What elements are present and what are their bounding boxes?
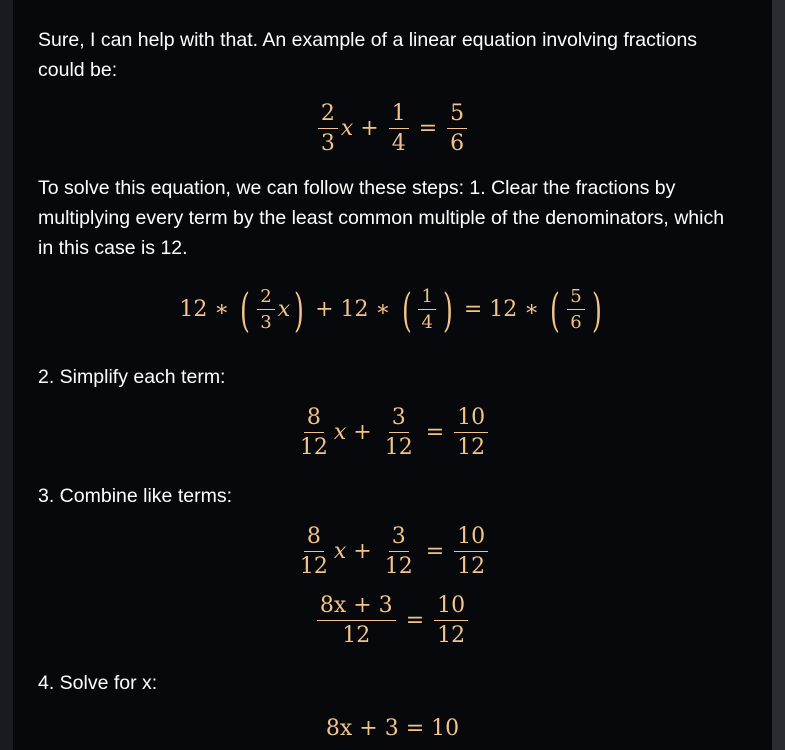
equation-clear-fractions: [13, 277, 772, 343]
fraction-numerator: 2: [257, 288, 274, 310]
fraction: [297, 407, 331, 459]
fraction-numerator: 3: [389, 407, 409, 433]
fraction: [382, 526, 416, 578]
fraction: [318, 103, 338, 155]
variable: x: [340, 116, 354, 141]
operator: +: [353, 420, 372, 445]
equation-solve: [13, 712, 772, 746]
left-paren: (: [550, 283, 561, 337]
operator: +: [353, 539, 372, 564]
fraction-numerator: 10: [454, 407, 488, 433]
variable: x: [333, 539, 347, 564]
equation-simplified: [13, 402, 772, 464]
left-gutter: [0, 0, 13, 750]
right-paren: ): [294, 283, 305, 337]
fraction-denominator: 4: [421, 312, 433, 333]
coefficient: 12: [489, 297, 518, 322]
operator: =: [418, 116, 438, 141]
fraction-numerator: 8x + 3: [317, 595, 396, 621]
fraction: [297, 526, 331, 578]
fraction-denominator: 4: [391, 131, 406, 156]
fraction-denominator: 12: [457, 554, 486, 579]
step3-paragraph: 3. Combine like terms:: [38, 485, 232, 507]
fraction: [447, 103, 467, 155]
operator: ∗: [214, 297, 230, 322]
fraction-numerator: 1: [418, 288, 435, 310]
fraction-numerator: 1: [389, 103, 409, 129]
operator: ∗: [375, 297, 391, 322]
operator: =: [405, 608, 425, 633]
fraction-denominator: 6: [570, 312, 582, 333]
intro-paragraph: Sure, I can help with that. An example of a linear equation involving fractions could be:: [38, 29, 698, 81]
operator: ∗: [524, 297, 540, 322]
fraction: [434, 595, 468, 647]
coefficient: 12: [179, 297, 208, 322]
right-paren: ): [442, 283, 453, 337]
equation-text: 8x + 3 = 10: [325, 716, 460, 741]
fraction-denominator: 12: [342, 623, 371, 648]
left-paren: (: [401, 283, 412, 337]
fraction: [257, 288, 274, 332]
fraction: [389, 103, 409, 155]
fraction: [382, 407, 416, 459]
fraction: [317, 595, 396, 647]
fraction-denominator: 12: [457, 435, 486, 460]
assistant-message: [13, 0, 772, 750]
fraction-denominator: 12: [299, 554, 328, 579]
fraction-numerator: 2: [318, 103, 338, 129]
step4-paragraph: 4. Solve for x:: [38, 672, 158, 694]
fraction-numerator: 10: [454, 526, 488, 552]
equation-combine: [13, 521, 772, 583]
operator: +: [315, 297, 334, 322]
fraction-numerator: 3: [389, 526, 409, 552]
fraction-denominator: 12: [384, 554, 413, 579]
fraction: [567, 288, 584, 332]
fraction-numerator: 8: [304, 407, 324, 433]
fraction: [454, 407, 488, 459]
coefficient: 12: [340, 297, 369, 322]
variable: x: [277, 297, 291, 322]
fraction-numerator: 5: [447, 103, 467, 129]
variable: x: [333, 420, 347, 445]
fraction-denominator: 12: [299, 435, 328, 460]
operator: =: [425, 539, 445, 564]
scrollbar-track[interactable]: [772, 0, 785, 750]
step2-paragraph: 2. Simplify each term:: [38, 366, 226, 388]
operator: +: [360, 116, 379, 141]
right-paren: ): [591, 283, 602, 337]
fraction-denominator: 3: [320, 131, 335, 156]
steps-paragraph: To solve this equation, we can follow these steps: 1. Clear the fractions by multiplying every term by the least common multiple of the denominators, which in this case is 12.: [38, 177, 725, 259]
equation-combined: [13, 590, 772, 652]
operator: =: [425, 420, 445, 445]
fraction-numerator: 10: [434, 595, 468, 621]
fraction: [454, 526, 488, 578]
fraction-denominator: 3: [260, 312, 272, 333]
equation-example: [13, 98, 772, 160]
fraction-numerator: 5: [567, 288, 584, 310]
operator: =: [463, 297, 483, 322]
fraction-denominator: 6: [450, 131, 465, 156]
fraction-denominator: 12: [437, 623, 466, 648]
fraction-numerator: 8: [304, 526, 324, 552]
fraction-denominator: 12: [384, 435, 413, 460]
left-paren: (: [240, 283, 251, 337]
fraction: [418, 288, 435, 332]
